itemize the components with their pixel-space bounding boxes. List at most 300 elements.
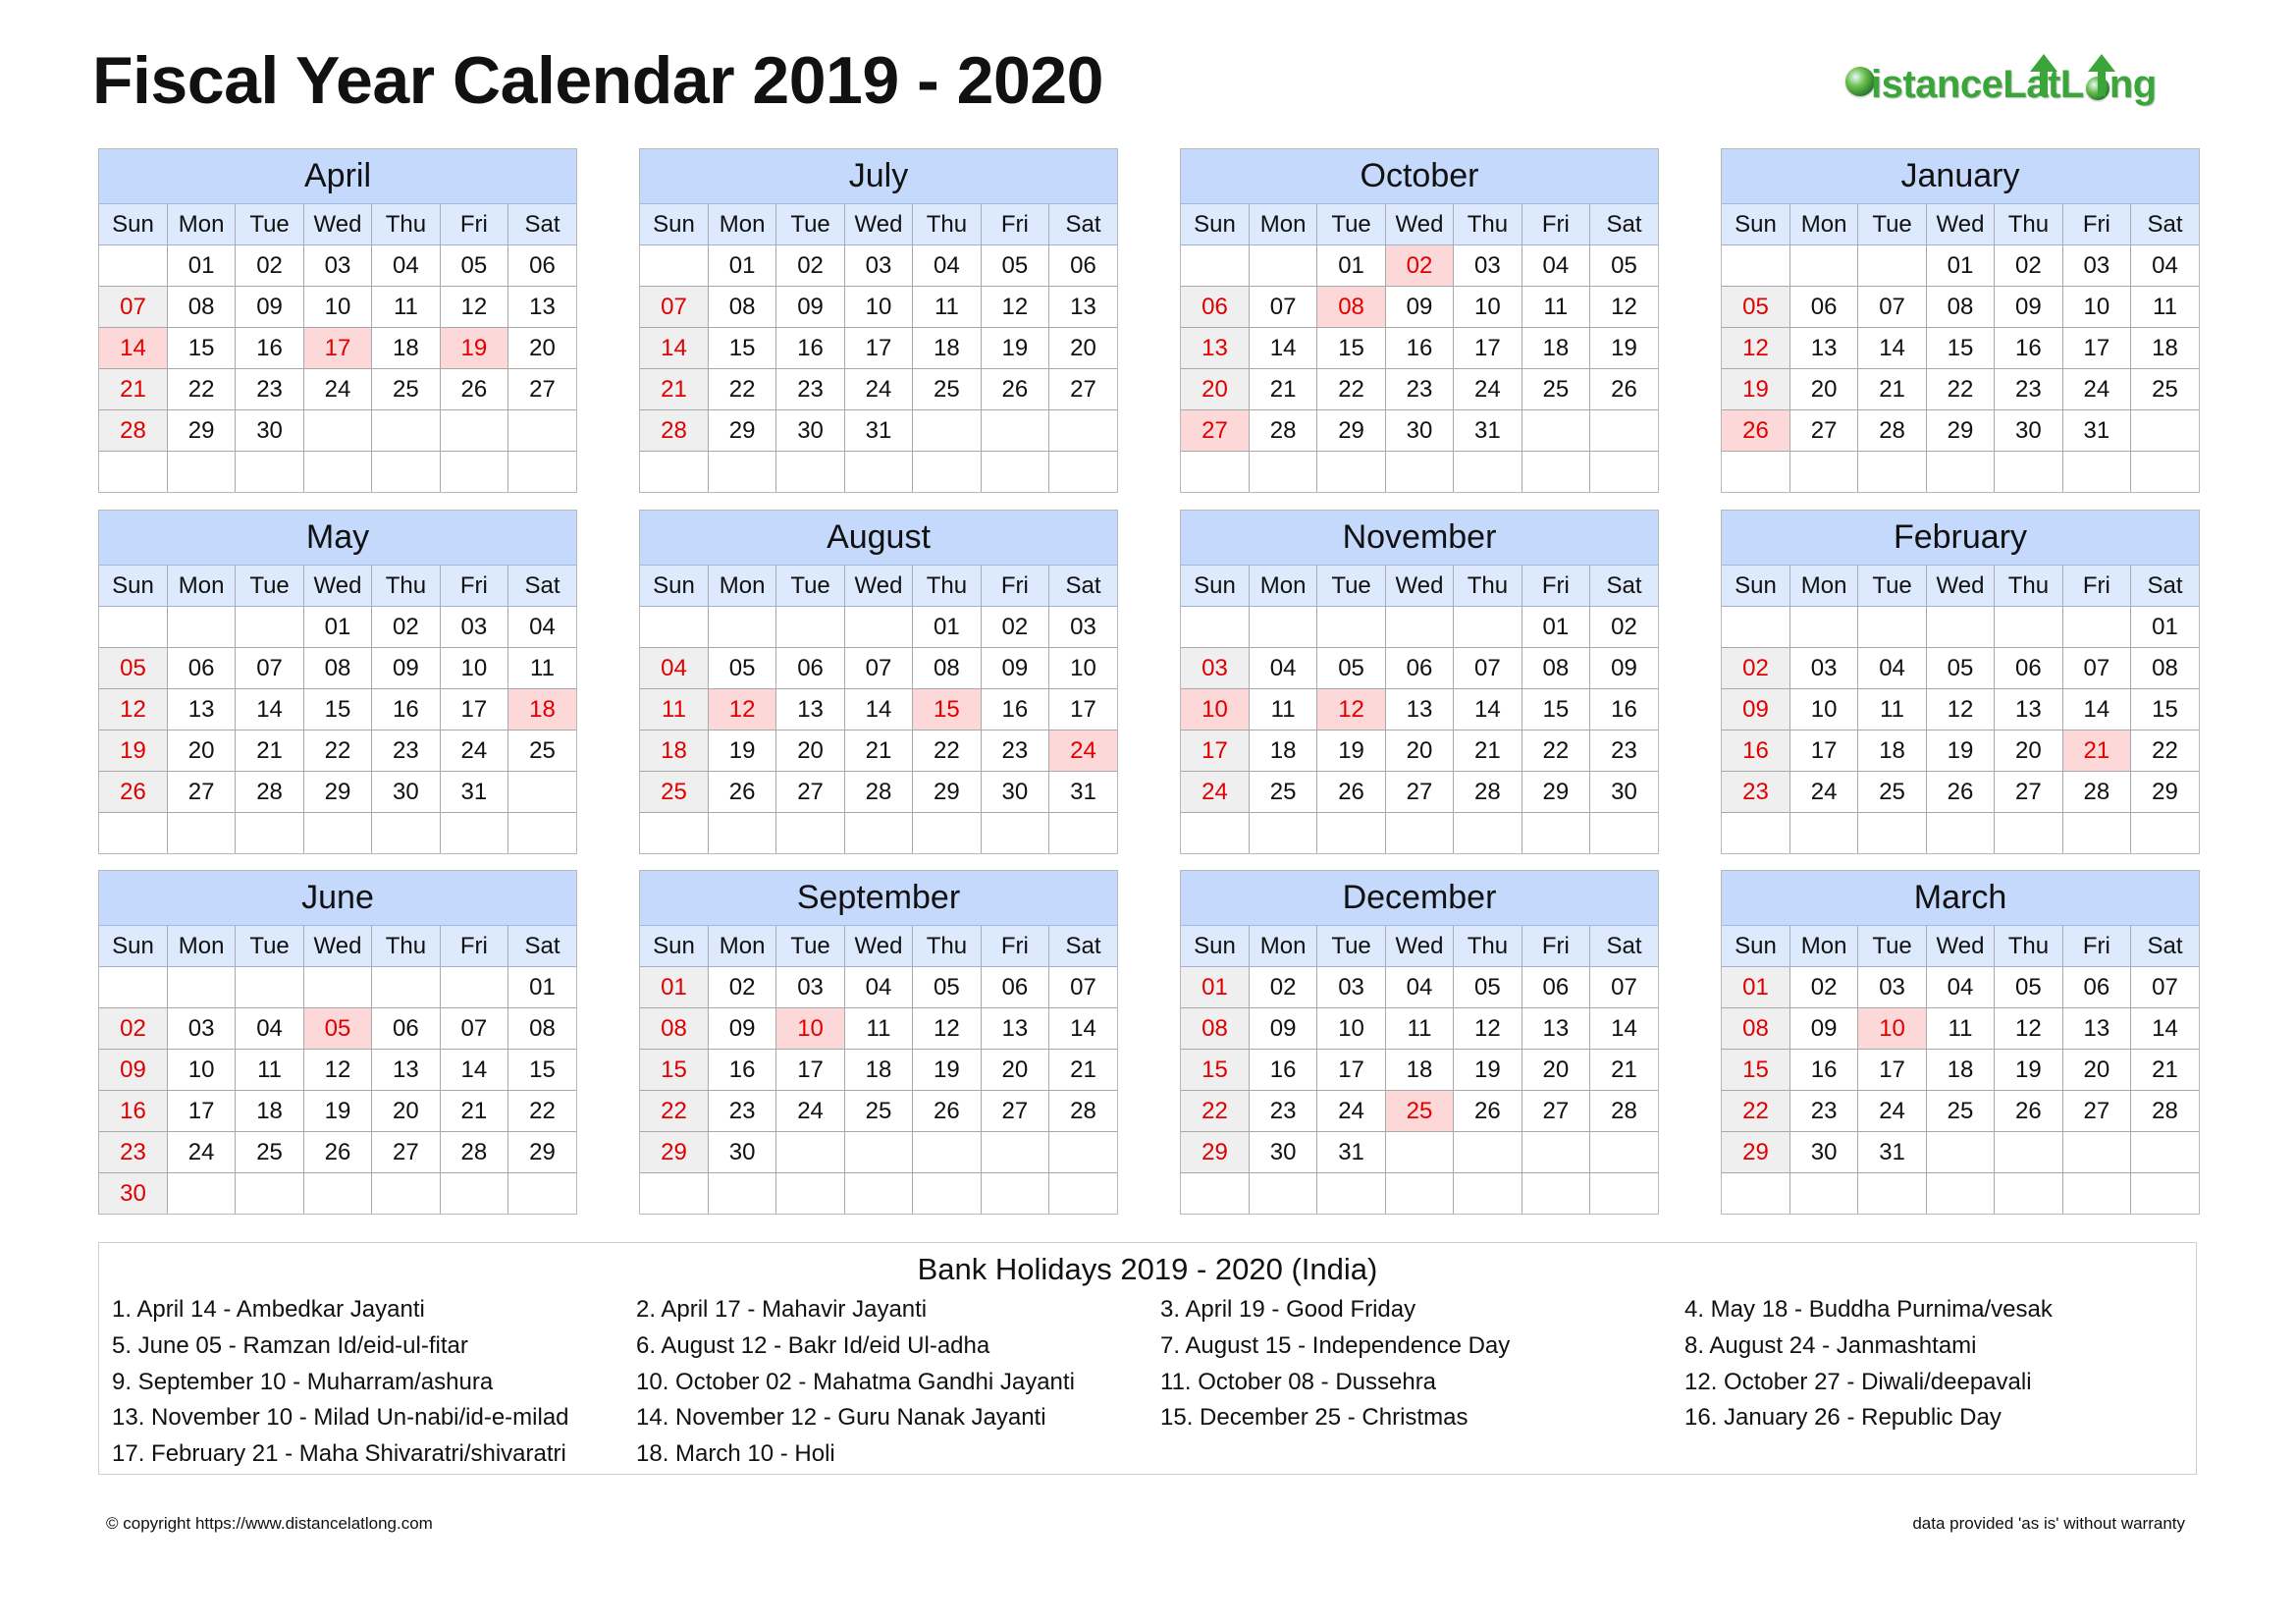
empty-cell (1926, 607, 1994, 648)
weekday-header: Mon (1249, 926, 1316, 967)
day-cell: 13 (1995, 689, 2062, 731)
day-cell: 24 (1789, 772, 1857, 813)
day-cell: 24 (1858, 1091, 1926, 1132)
day-cell: 04 (1385, 967, 1453, 1008)
day-cell: 11 (508, 648, 576, 689)
day-cell: 20 (167, 731, 235, 772)
weekday-header: Wed (1926, 566, 1994, 607)
day-cell: 05 (1590, 245, 1658, 287)
day-cell: 23 (1789, 1091, 1857, 1132)
day-cell: 28 (2131, 1091, 2199, 1132)
day-cell: 18 (2131, 328, 2199, 369)
day-cell: 28 (2062, 772, 2130, 813)
holiday-cell: 10 (1181, 689, 1249, 731)
month-title: September (640, 871, 1117, 926)
day-cell: 10 (303, 287, 371, 328)
day-cell: 24 (1317, 1091, 1385, 1132)
empty-cell (440, 1173, 507, 1215)
day-cell: 31 (1858, 1132, 1926, 1173)
day-cell: 26 (708, 772, 775, 813)
day-cell: 18 (1858, 731, 1926, 772)
weekday-header: Sat (1590, 204, 1658, 245)
day-cell: 10 (844, 287, 912, 328)
empty-cell (1789, 452, 1857, 493)
day-cell: 26 (440, 369, 507, 410)
day-cell: 08 (1181, 1008, 1249, 1050)
day-cell: 06 (372, 1008, 440, 1050)
day-cell: 17 (167, 1091, 235, 1132)
day-cell: 03 (1454, 245, 1522, 287)
day-cell: 16 (1722, 731, 1789, 772)
day-cell: 30 (1995, 410, 2062, 452)
day-cell: 28 (1454, 772, 1522, 813)
day-cell: 10 (1317, 1008, 1385, 1050)
day-cell: 17 (776, 1050, 844, 1091)
day-cell: 02 (1789, 967, 1857, 1008)
day-cell: 19 (1995, 1050, 2062, 1091)
day-cell: 11 (1249, 689, 1316, 731)
day-cell: 14 (640, 328, 708, 369)
holiday-item: 13. November 10 - Milad Un-nabi/id-e-milad (112, 1404, 569, 1432)
day-cell: 30 (981, 772, 1048, 813)
day-cell: 03 (776, 967, 844, 1008)
weekday-header: Wed (1385, 926, 1453, 967)
day-cell: 07 (236, 648, 303, 689)
empty-cell (1181, 452, 1249, 493)
month-february (1721, 510, 2200, 854)
weekday-header: Tue (1858, 566, 1926, 607)
holiday-cell: 14 (99, 328, 167, 369)
weekday-header: Sun (640, 926, 708, 967)
empty-cell (1454, 1132, 1522, 1173)
day-cell: 25 (844, 1091, 912, 1132)
empty-cell (1722, 813, 1789, 854)
empty-cell (1522, 452, 1589, 493)
empty-cell (2062, 1173, 2130, 1215)
day-cell: 27 (1522, 1091, 1589, 1132)
day-cell: 11 (1522, 287, 1589, 328)
empty-cell (913, 1173, 981, 1215)
day-cell: 31 (1454, 410, 1522, 452)
empty-cell (1049, 410, 1117, 452)
logo-letter-l: L (2002, 63, 2027, 106)
day-cell: 16 (1995, 328, 2062, 369)
day-cell: 18 (844, 1050, 912, 1091)
empty-cell (236, 607, 303, 648)
weekday-header: Fri (981, 926, 1048, 967)
day-cell: 26 (1995, 1091, 2062, 1132)
day-cell: 02 (1590, 607, 1658, 648)
month-september (639, 870, 1118, 1215)
day-cell: 17 (2062, 328, 2130, 369)
day-cell: 30 (1385, 410, 1453, 452)
day-cell: 15 (508, 1050, 576, 1091)
empty-cell (2062, 1132, 2130, 1173)
holiday-item: 18. March 10 - Holi (636, 1440, 835, 1468)
day-cell: 28 (640, 410, 708, 452)
day-cell: 27 (167, 772, 235, 813)
empty-cell (776, 813, 844, 854)
empty-cell (1385, 1132, 1453, 1173)
day-cell: 08 (167, 287, 235, 328)
day-cell: 16 (236, 328, 303, 369)
day-cell: 18 (1249, 731, 1316, 772)
day-cell: 13 (776, 689, 844, 731)
empty-cell (1995, 452, 2062, 493)
weekday-header: Tue (236, 204, 303, 245)
day-cell: 02 (1722, 648, 1789, 689)
day-cell: 20 (508, 328, 576, 369)
month-july (639, 148, 1118, 493)
day-cell: 01 (640, 967, 708, 1008)
day-cell: 17 (440, 689, 507, 731)
empty-cell (1995, 1132, 2062, 1173)
weekday-header: Fri (2062, 926, 2130, 967)
day-cell: 27 (1995, 772, 2062, 813)
day-cell: 22 (2131, 731, 2199, 772)
day-cell: 23 (1385, 369, 1453, 410)
weekday-header: Tue (236, 566, 303, 607)
day-cell: 13 (1049, 287, 1117, 328)
weekday-header: Wed (844, 204, 912, 245)
day-cell: 07 (2062, 648, 2130, 689)
empty-cell (844, 1173, 912, 1215)
day-cell: 08 (303, 648, 371, 689)
day-cell: 14 (1249, 328, 1316, 369)
empty-cell (1995, 813, 2062, 854)
day-cell: 25 (913, 369, 981, 410)
day-cell: 02 (708, 967, 775, 1008)
empty-cell (508, 772, 576, 813)
day-cell: 20 (776, 731, 844, 772)
empty-cell (1789, 813, 1857, 854)
day-cell: 09 (1590, 648, 1658, 689)
weekday-header: Wed (303, 204, 371, 245)
day-cell: 21 (1590, 1050, 1658, 1091)
weekday-header: Mon (708, 926, 775, 967)
day-cell: 13 (1385, 689, 1453, 731)
day-cell: 11 (913, 287, 981, 328)
month-title: October (1181, 149, 1658, 204)
day-cell: 13 (981, 1008, 1048, 1050)
day-cell: 03 (1858, 967, 1926, 1008)
day-cell: 03 (303, 245, 371, 287)
empty-cell (1249, 452, 1316, 493)
day-cell: 26 (303, 1132, 371, 1173)
day-cell: 23 (372, 731, 440, 772)
day-cell: 04 (913, 245, 981, 287)
day-cell: 29 (1181, 1132, 1249, 1173)
holiday-cell: 18 (508, 689, 576, 731)
day-cell: 31 (2062, 410, 2130, 452)
day-cell: 12 (1995, 1008, 2062, 1050)
day-cell: 14 (1858, 328, 1926, 369)
logo-letter-l2: L (2059, 63, 2084, 106)
empty-cell (1181, 245, 1249, 287)
page-title: Fiscal Year Calendar 2019 - 2020 (92, 43, 1103, 118)
day-cell: 24 (167, 1132, 235, 1173)
empty-cell (1181, 607, 1249, 648)
weekday-header: Thu (913, 926, 981, 967)
empty-cell (1385, 813, 1453, 854)
day-cell: 12 (1454, 1008, 1522, 1050)
logo-text-3: ng (2109, 63, 2157, 106)
empty-cell (981, 1173, 1048, 1215)
day-cell: 05 (1722, 287, 1789, 328)
empty-cell (981, 410, 1048, 452)
day-cell: 20 (1181, 369, 1249, 410)
day-cell: 29 (1926, 410, 1994, 452)
month-december (1180, 870, 1659, 1215)
weekday-header: Sat (2131, 204, 2199, 245)
weekday-header: Fri (440, 566, 507, 607)
day-cell: 21 (99, 369, 167, 410)
weekday-header: Sat (508, 926, 576, 967)
day-cell: 06 (1789, 287, 1857, 328)
day-cell: 19 (1590, 328, 1658, 369)
empty-cell (844, 607, 912, 648)
empty-cell (1049, 1132, 1117, 1173)
day-cell: 28 (99, 410, 167, 452)
holiday-cell: 24 (1049, 731, 1117, 772)
empty-cell (2131, 813, 2199, 854)
weekday-header: Sat (1590, 926, 1658, 967)
day-cell: 15 (708, 328, 775, 369)
day-cell: 07 (640, 287, 708, 328)
empty-cell (708, 607, 775, 648)
day-cell: 24 (2062, 369, 2130, 410)
day-cell: 28 (1590, 1091, 1658, 1132)
day-cell: 26 (1317, 772, 1385, 813)
empty-cell (981, 813, 1048, 854)
day-cell: 13 (2062, 1008, 2130, 1050)
day-cell: 09 (372, 648, 440, 689)
empty-cell (372, 452, 440, 493)
weekday-header: Sat (1049, 566, 1117, 607)
empty-cell (303, 452, 371, 493)
weekday-header: Sat (508, 204, 576, 245)
day-cell: 11 (640, 689, 708, 731)
empty-cell (1722, 452, 1789, 493)
holiday-cell: 10 (1858, 1008, 1926, 1050)
empty-cell (99, 967, 167, 1008)
day-cell: 30 (776, 410, 844, 452)
month-march (1721, 870, 2200, 1215)
day-cell: 19 (708, 731, 775, 772)
day-cell: 09 (236, 287, 303, 328)
day-cell: 15 (1522, 689, 1589, 731)
holiday-cell: 12 (1317, 689, 1385, 731)
day-cell: 21 (1454, 731, 1522, 772)
empty-cell (236, 452, 303, 493)
logo-text-1: istance (1871, 63, 2003, 106)
weekday-header: Wed (303, 926, 371, 967)
day-cell: 26 (981, 369, 1048, 410)
empty-cell (1317, 452, 1385, 493)
day-cell: 04 (2131, 245, 2199, 287)
day-cell: 17 (1454, 328, 1522, 369)
empty-cell (1926, 452, 1994, 493)
weekday-header: Wed (1926, 204, 1994, 245)
day-cell: 11 (372, 287, 440, 328)
weekday-header: Tue (1317, 926, 1385, 967)
weekday-header: Sun (99, 204, 167, 245)
day-cell: 07 (1590, 967, 1658, 1008)
empty-cell (913, 452, 981, 493)
day-cell: 28 (1858, 410, 1926, 452)
day-cell: 16 (1249, 1050, 1316, 1091)
day-cell: 27 (508, 369, 576, 410)
day-cell: 15 (1181, 1050, 1249, 1091)
empty-cell (303, 1173, 371, 1215)
day-cell: 09 (1385, 287, 1453, 328)
weekday-header: Thu (1995, 204, 2062, 245)
day-cell: 03 (167, 1008, 235, 1050)
day-cell: 26 (913, 1091, 981, 1132)
weekday-header: Sat (2131, 926, 2199, 967)
day-cell: 02 (776, 245, 844, 287)
day-cell: 07 (1249, 287, 1316, 328)
day-cell: 29 (303, 772, 371, 813)
day-cell: 18 (372, 328, 440, 369)
day-cell: 10 (1789, 689, 1857, 731)
day-cell: 05 (1454, 967, 1522, 1008)
empty-cell (508, 410, 576, 452)
weekday-header: Thu (372, 926, 440, 967)
holiday-item: 3. April 19 - Good Friday (1160, 1296, 1416, 1323)
day-cell: 17 (1049, 689, 1117, 731)
day-cell: 24 (1454, 369, 1522, 410)
day-cell: 21 (640, 369, 708, 410)
day-cell: 14 (1454, 689, 1522, 731)
day-cell: 02 (236, 245, 303, 287)
empty-cell (2131, 410, 2199, 452)
holiday-item: 12. October 27 - Diwali/deepavali (1684, 1368, 2032, 1395)
empty-cell (708, 1173, 775, 1215)
day-cell: 05 (708, 648, 775, 689)
day-cell: 05 (1926, 648, 1994, 689)
day-cell: 21 (1858, 369, 1926, 410)
day-cell: 21 (440, 1091, 507, 1132)
weekday-header: Thu (1454, 926, 1522, 967)
day-cell: 27 (981, 1091, 1048, 1132)
empty-cell (440, 813, 507, 854)
day-cell: 15 (1317, 328, 1385, 369)
logo[interactable] (1845, 41, 2157, 104)
holiday-item: 11. October 08 - Dussehra (1160, 1368, 1437, 1395)
day-cell: 01 (708, 245, 775, 287)
weekday-header: Sun (1181, 566, 1249, 607)
day-cell: 25 (236, 1132, 303, 1173)
day-cell: 11 (236, 1050, 303, 1091)
bank-holidays-list (112, 1292, 2196, 1473)
day-cell: 02 (1249, 967, 1316, 1008)
day-cell: 04 (1858, 648, 1926, 689)
day-cell: 07 (1858, 287, 1926, 328)
month-title: April (99, 149, 576, 204)
day-cell: 31 (1049, 772, 1117, 813)
day-cell: 24 (844, 369, 912, 410)
weekday-header: Tue (1317, 204, 1385, 245)
empty-cell (1181, 813, 1249, 854)
day-cell: 11 (2131, 287, 2199, 328)
day-cell: 20 (1789, 369, 1857, 410)
empty-cell (440, 410, 507, 452)
empty-cell (1522, 813, 1589, 854)
day-cell: 01 (1722, 967, 1789, 1008)
day-cell: 28 (1049, 1091, 1117, 1132)
day-cell: 21 (1049, 1050, 1117, 1091)
day-cell: 14 (1590, 1008, 1658, 1050)
day-cell: 03 (2062, 245, 2130, 287)
empty-cell (1049, 1173, 1117, 1215)
empty-cell (99, 607, 167, 648)
holiday-cell: 27 (1181, 410, 1249, 452)
day-cell: 27 (776, 772, 844, 813)
empty-cell (1317, 1173, 1385, 1215)
holiday-item: 14. November 12 - Guru Nanak Jayanti (636, 1404, 1046, 1432)
day-cell: 15 (1926, 328, 1994, 369)
day-cell: 22 (640, 1091, 708, 1132)
day-cell: 08 (640, 1008, 708, 1050)
day-cell: 29 (1522, 772, 1589, 813)
day-cell: 19 (303, 1091, 371, 1132)
day-cell: 07 (1049, 967, 1117, 1008)
month-may (98, 510, 577, 854)
empty-cell (2062, 452, 2130, 493)
day-cell: 31 (844, 410, 912, 452)
day-cell: 01 (1926, 245, 1994, 287)
day-cell: 04 (844, 967, 912, 1008)
day-cell: 12 (981, 287, 1048, 328)
holiday-item: 17. February 21 - Maha Shivaratri/shivaratri (112, 1440, 566, 1468)
holiday-cell: 15 (913, 689, 981, 731)
empty-cell (167, 967, 235, 1008)
weekday-header: Mon (1789, 566, 1857, 607)
day-cell: 12 (1722, 328, 1789, 369)
weekday-header: Tue (236, 926, 303, 967)
empty-cell (640, 1173, 708, 1215)
weekday-header: Sun (1722, 204, 1789, 245)
day-cell: 20 (1522, 1050, 1589, 1091)
day-cell: 05 (981, 245, 1048, 287)
weekday-header: Thu (1454, 204, 1522, 245)
day-cell: 08 (2131, 648, 2199, 689)
month-title: July (640, 149, 1117, 204)
day-cell: 07 (844, 648, 912, 689)
weekday-header: Fri (1522, 566, 1589, 607)
day-cell: 23 (1995, 369, 2062, 410)
day-cell: 06 (1522, 967, 1589, 1008)
day-cell: 16 (776, 328, 844, 369)
month-october (1180, 148, 1659, 493)
day-cell: 23 (776, 369, 844, 410)
day-cell: 19 (1317, 731, 1385, 772)
day-cell: 29 (1317, 410, 1385, 452)
holiday-cell: 19 (440, 328, 507, 369)
day-cell: 18 (1926, 1050, 1994, 1091)
day-cell: 07 (2131, 967, 2199, 1008)
day-cell: 30 (372, 772, 440, 813)
day-cell: 02 (981, 607, 1048, 648)
weekday-header: Sun (1722, 566, 1789, 607)
weekday-header: Sun (640, 566, 708, 607)
day-cell: 04 (1249, 648, 1316, 689)
day-cell: 01 (167, 245, 235, 287)
holiday-cell: 10 (776, 1008, 844, 1050)
empty-cell (1454, 607, 1522, 648)
weekday-header: Wed (844, 926, 912, 967)
